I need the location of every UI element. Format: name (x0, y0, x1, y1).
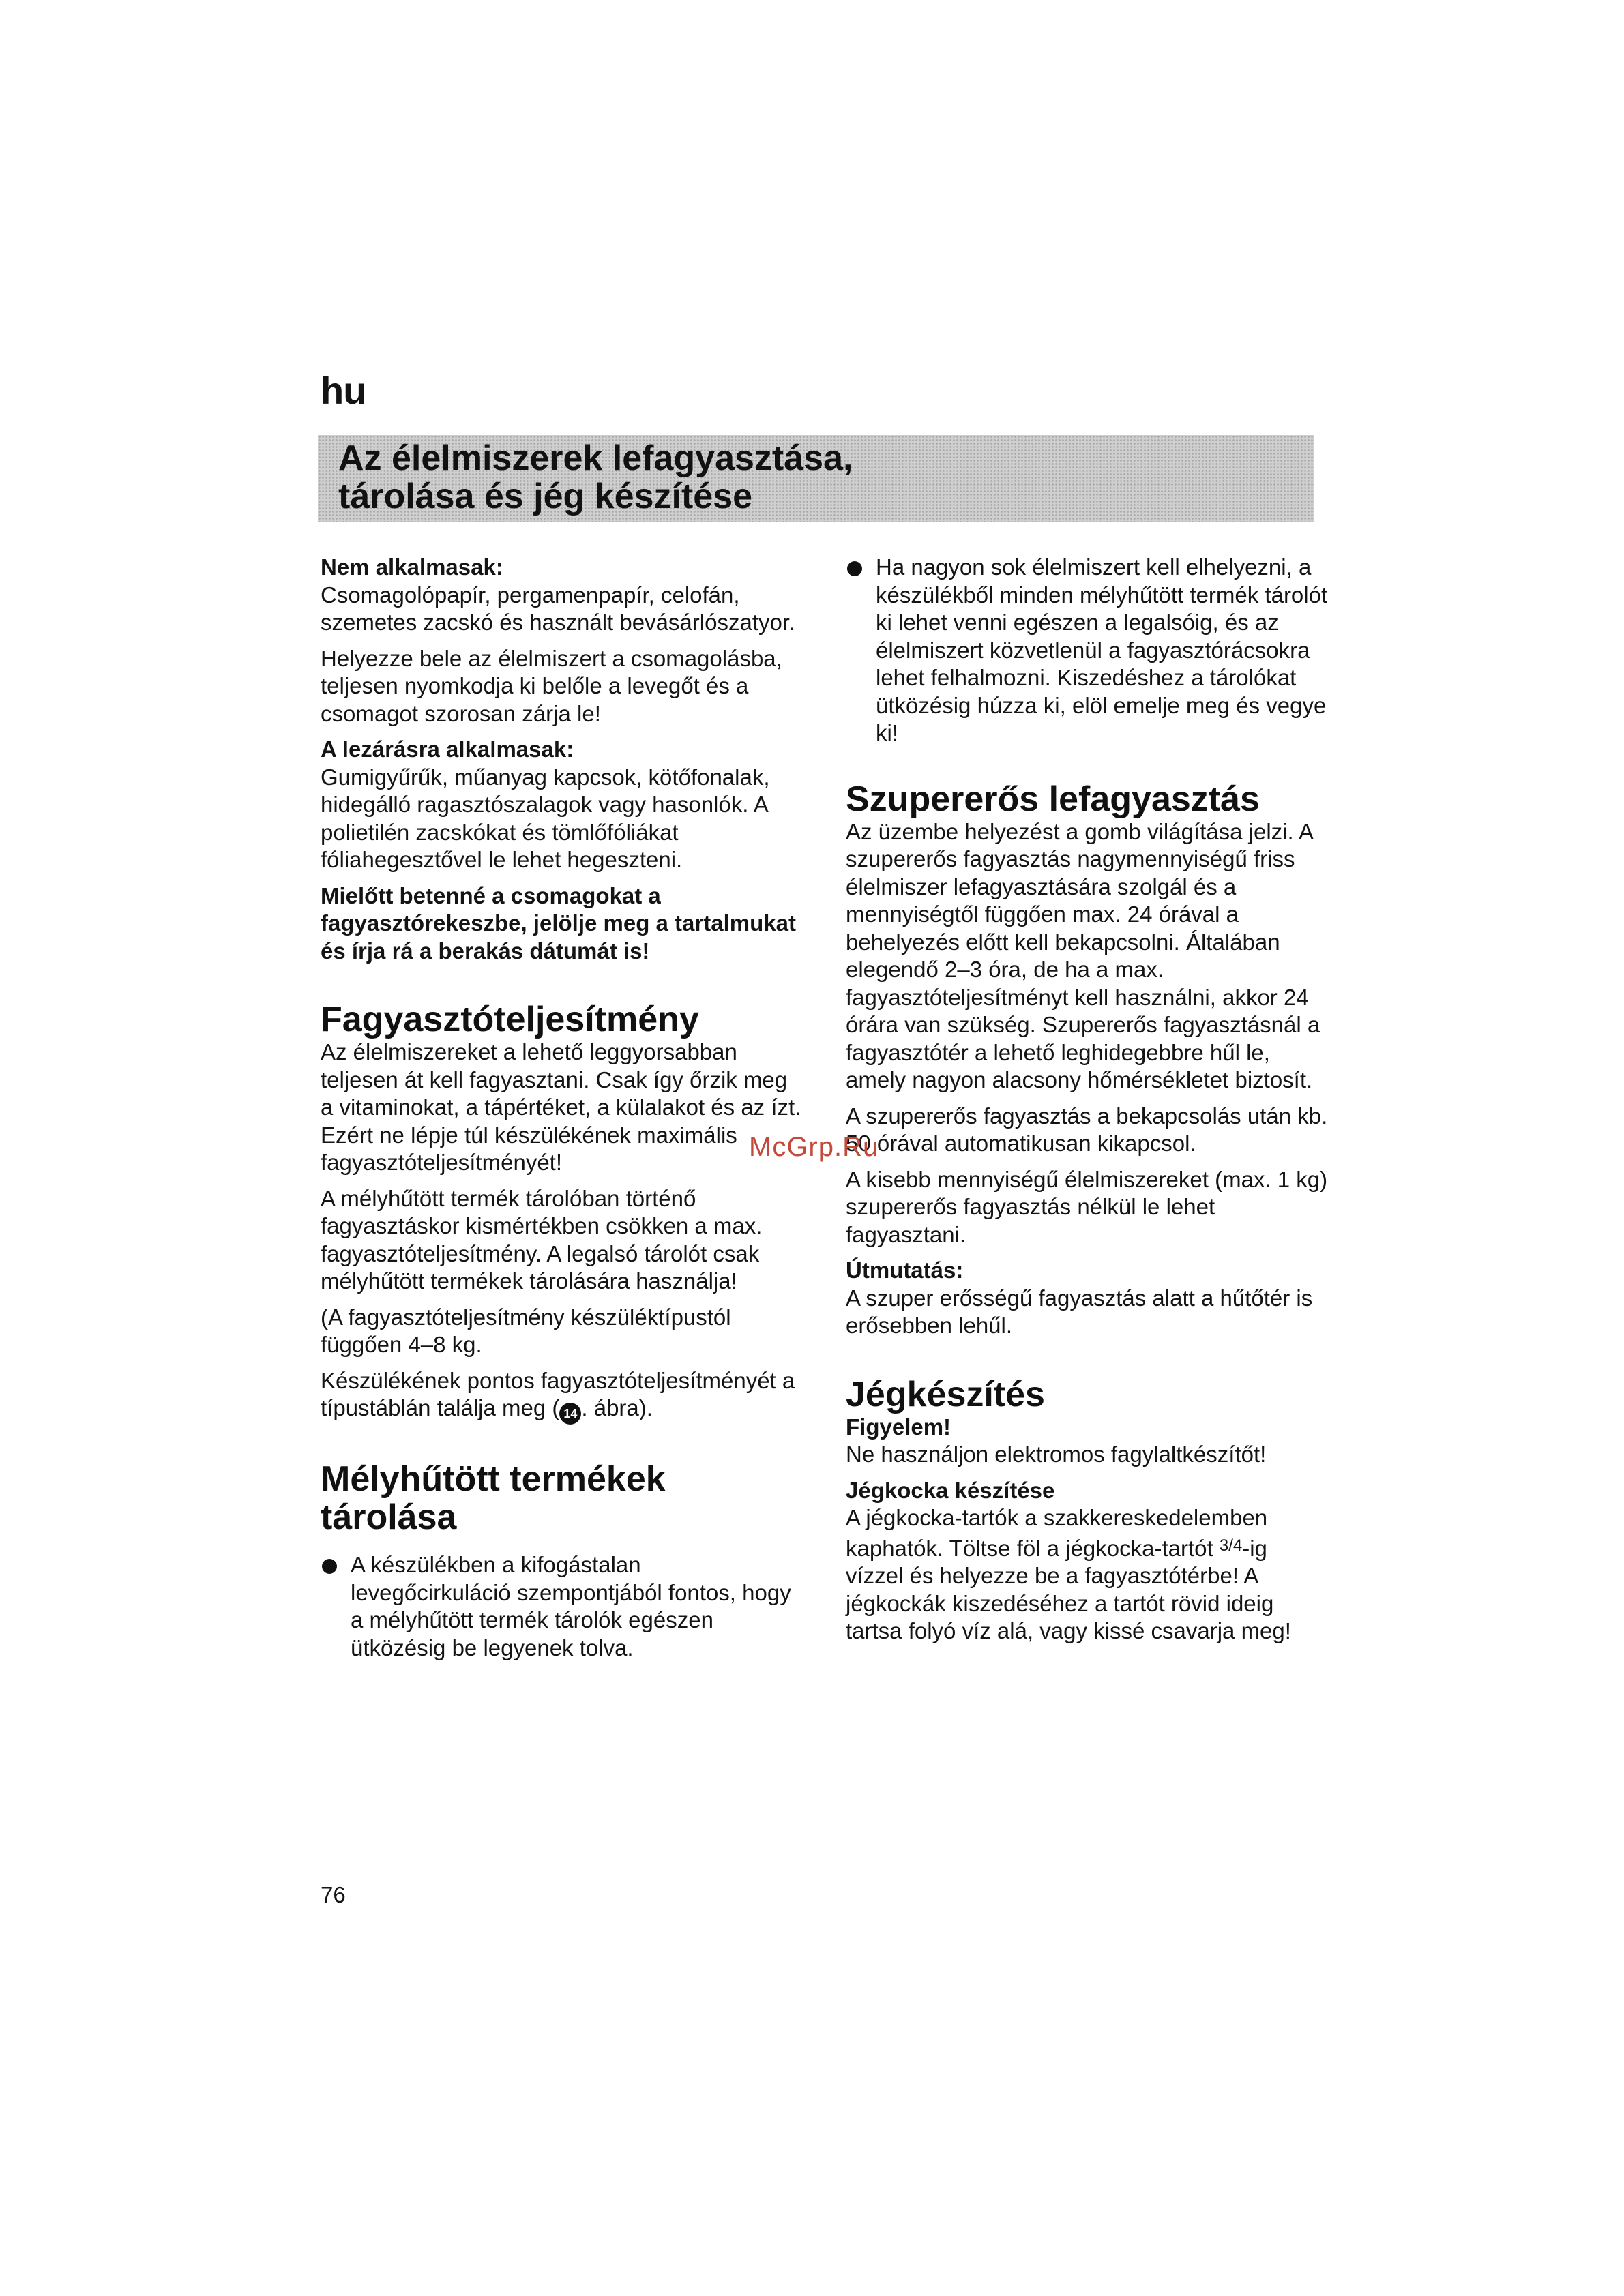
heading-ice-making: Jégkészítés (846, 1374, 1045, 1414)
freezing-capacity-p1: Az élelmiszereket a lehető leggyorsabban teljesen át kell fagyasztani. Csak így őrzik meg a vitaminokat, a tápértéket, a külalakot és az ízt. Ezért ne lépje túl készülékének maximális fagyasztóteljesítményét! (321, 1039, 801, 1175)
attention-text: Ne használjon elektromos fagylaltkészítőt! (846, 1442, 1267, 1467)
language-code: hu (321, 369, 366, 412)
banner-title (338, 439, 853, 516)
freezing-capacity-p2: A mélyhűtött termék tárolóban történő fagyasztáskor kismértékben csökken a max. fagyasztóteljesítmény. A legalsó tárolót csak mélyhűtött termékek tárolására használja! (321, 1185, 763, 1294)
note-label: Útmutatás: (846, 1257, 964, 1283)
figure-number-badge: 14 (559, 1403, 581, 1425)
heading-freezing-capacity: Fagyasztóteljesítmény (321, 1000, 699, 1039)
freezing-capacity-p4 (321, 1367, 805, 1425)
heading-frozen-storage: Mélyhűtött termékek tárolása (321, 1459, 666, 1537)
page-number: 76 (321, 1882, 346, 1907)
unsuitable-label: Nem alkalmasak: (321, 554, 503, 580)
freezing-capacity-p4-end: . ábra). (581, 1395, 653, 1420)
super-freeze-p3: A kisebb mennyiségű élelmiszereket (max. 1 kg) szupererős fagyasztás nélkül le lehet fagyasztani. (846, 1166, 1328, 1247)
many-food-bullet: Ha nagyon sok élelmiszert kell elhelyezni, a készülékből minden mélyhűtött termék tárolót ki lehet venni egészen a legalsóig, és az élelmiszert közvetlenül a fagyasztórácsokra lehet felhalmozni. Kiszedéshez a tárolókat ütközésig húzza ki, elöl emelje meg és vegye ki! (846, 554, 1330, 747)
freezing-capacity-p3: (A fagyasztóteljesítmény készüléktípustól függően 4–8 kg. (321, 1304, 731, 1357)
watermark: McGrp.Ru (749, 1132, 879, 1162)
packing-instruction: Helyezze bele az élelmiszert a csomagolásba, teljesen nyomkodja ki belőle a levegőt és a csomagot szorosan zárja le! (321, 645, 782, 726)
heading-super-freeze: Szupererős lefagyasztás (846, 779, 1260, 819)
ice-cube-text (846, 1504, 1330, 1645)
super-freeze-p2: A szupererős fagyasztás a bekapcsolás után kb. 50 órával automatikusan kikapcsol. (846, 1103, 1328, 1156)
super-freeze-p1: Az üzembe helyezést a gomb világítása jelzi. A szupererős fagyasztás nagymennyiségű friss élelmiszer lefagyasztására szolgál és a mennyiségtől függően max. 24 órával a behelyezés előtt kell bekapcsolni. Általában elegendő 2–3 óra, de ha a max. fagyasztóteljesítményt kell használni, akkor 24 órára van szükség. Szupererős fagyasztásnál a fagyasztótér a lehető leghidegebbre hűl le, amely nagyon alacsony hőmérsékletet biztosít. (846, 818, 1320, 1092)
fraction-three-quarters: 3/4 (1219, 1536, 1243, 1555)
ice-cube-text-b: -ig vízzel és helyezze be a fagyasztótérbe! A jégkockák kiszedéséhez a tartót rövid ideig tartsa folyó víz alá, vagy kissé csavarja meg! (846, 1535, 1291, 1643)
banner-title-line1: Az élelmiszerek lefagyasztása, (338, 438, 853, 478)
attention-label: Figyelem! (846, 1414, 951, 1440)
ice-cube-text-a: A jégkocka-tartók a szakkereskedelemben kaphatók. Töltse föl a jégkocka-tartót (846, 1505, 1268, 1561)
banner-title-line2: tárolása és jég készítése (338, 477, 753, 516)
frozen-storage-bullet: A készülékben a kifogástalan levegőcirkuláció szempontjából fontos, hogy a mélyhűtött termék tárolók egészen ütközésig be legyenek tolva. (321, 1551, 805, 1662)
note-text: A szuper erősségű fagyasztás alatt a hűtőtér is erősebben lehűl. (846, 1285, 1313, 1338)
right-column (846, 554, 1330, 1654)
ice-cube-label: Jégkocka készítése (846, 1477, 1055, 1503)
sealing-label: A lezárásra alkalmasak: (321, 736, 574, 762)
labeling-warning: Mielőtt betenné a csomagokat a fagyasztórekeszbe, jelölje meg a tartalmukat és írja rá a berakás dátumát is! (321, 882, 796, 964)
unsuitable-text: Csomagolópapír, pergamenpapír, celofán, szemetes zacskó és használt bevásárlószatyor. (321, 582, 795, 635)
sealing-text: Gumigyűrűk, műanyag kapcsok, kötőfonalak, hidegálló ragasztószalagok vagy hasonlók. A polietilén zacskókat és tömlőfóliákat fóliahegesztővel le lehet hegeszteni. (321, 764, 770, 872)
left-column (321, 554, 805, 1670)
section-banner (318, 435, 1314, 522)
freezing-capacity-p4-text: Készülékének pontos fagyasztóteljesítményét a típustáblán találja meg ( (321, 1367, 795, 1420)
